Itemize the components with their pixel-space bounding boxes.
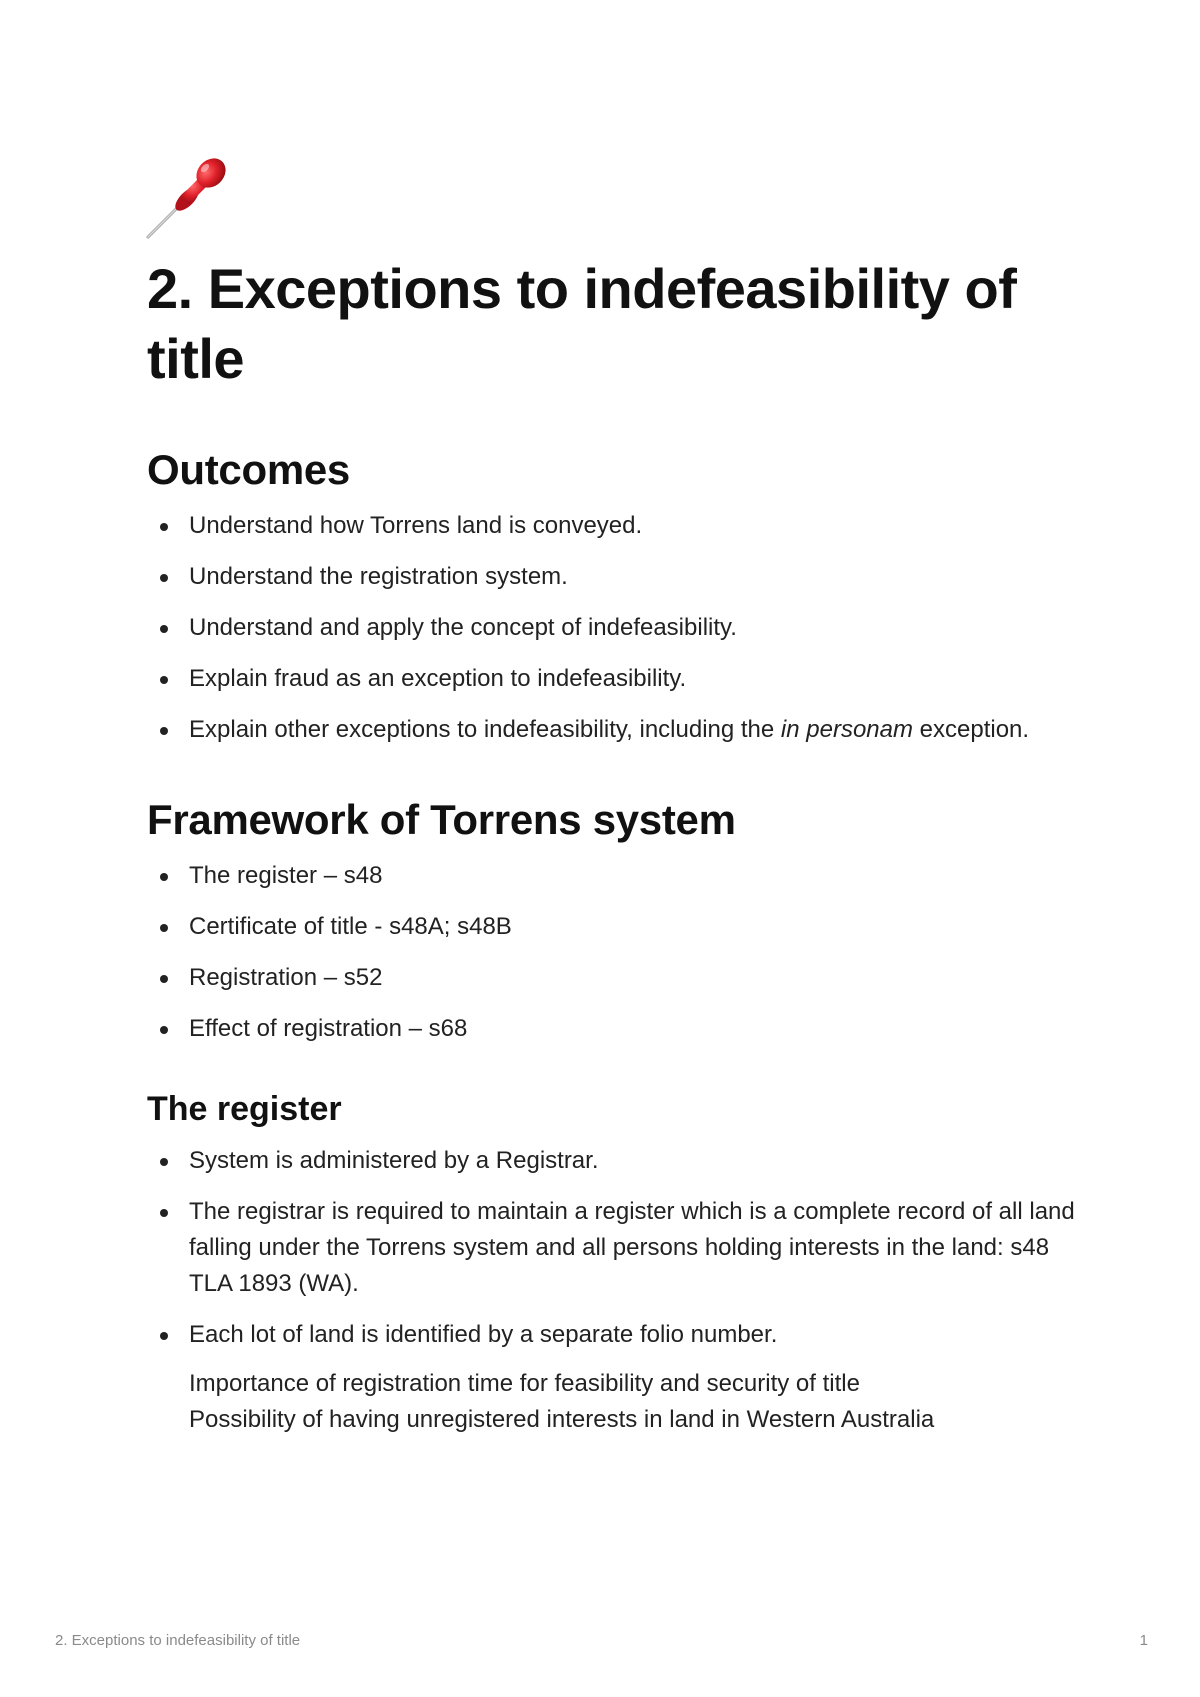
bullet-icon	[160, 924, 168, 932]
bullet-icon	[160, 1026, 168, 1034]
pushpin-icon	[145, 150, 235, 240]
outcomes-section	[147, 444, 1077, 748]
list-item-text: The register – s48	[189, 862, 383, 889]
note-line: Possibility of having unregistered interests in land in Western Australia	[189, 1406, 935, 1433]
list-item	[147, 1143, 1077, 1179]
outcomes-heading: Outcomes	[147, 446, 350, 493]
bullet-icon	[160, 975, 168, 983]
bullet-icon	[160, 625, 168, 633]
list-item-text: Effect of registration – s68	[189, 1015, 468, 1042]
bullet-icon	[160, 727, 168, 735]
note-line: Importance of registration time for feasibility and security of title	[189, 1370, 860, 1397]
bullet-icon	[160, 1332, 168, 1340]
list-item-text: Explain fraud as an exception to indefeasibility.	[189, 665, 687, 692]
register-section	[147, 1087, 1077, 1438]
page-title: 2. Exceptions to indefeasibility of title	[147, 257, 1017, 390]
list-item	[147, 960, 1077, 996]
footer-page-number: 1	[1139, 1632, 1148, 1649]
list-item-text: Understand and apply the concept of indefeasibility.	[189, 614, 737, 641]
list-item	[147, 909, 1077, 945]
list-item-text: Understand how Torrens land is conveyed.	[189, 512, 643, 539]
list-item-text: The registrar is required to maintain a register which is a complete record of all land falling under the Torrens system and all persons holding interests in the land: s48 TLA 1893 (WA).	[189, 1198, 1075, 1297]
list-item	[147, 712, 1077, 748]
list-item	[147, 508, 1077, 544]
register-heading: The register	[147, 1090, 342, 1128]
framework-section	[147, 794, 1077, 1047]
list-item-text-italic: in personam	[780, 716, 913, 743]
outcomes-list	[147, 508, 1077, 748]
document-page	[147, 150, 1077, 1438]
list-item	[147, 661, 1077, 697]
list-item-text: System is administered by a Registrar.	[189, 1147, 599, 1174]
list-item	[147, 610, 1077, 646]
bullet-icon	[160, 1158, 168, 1166]
register-list	[147, 1143, 1077, 1353]
bullet-icon	[160, 873, 168, 881]
framework-list	[147, 858, 1077, 1047]
framework-heading: Framework of Torrens system	[147, 796, 736, 843]
list-item	[147, 1011, 1077, 1047]
list-item-text: Understand the registration system.	[189, 563, 568, 590]
register-notes	[147, 1366, 1077, 1438]
list-item	[147, 1317, 1077, 1353]
bullet-icon	[160, 574, 168, 582]
bullet-icon	[160, 523, 168, 531]
list-item-text: Certificate of title - s48A; s48B	[189, 913, 512, 940]
list-item	[147, 559, 1077, 595]
list-item	[147, 858, 1077, 894]
list-item-text: Each lot of land is identified by a separate folio number.	[189, 1321, 778, 1348]
footer-document-title: 2. Exceptions to indefeasibility of title	[55, 1632, 301, 1649]
bullet-icon	[160, 1209, 168, 1217]
bullet-icon	[160, 676, 168, 684]
list-item-text: Registration – s52	[189, 964, 383, 991]
list-item-text-end: exception.	[913, 716, 1030, 743]
list-item	[147, 1194, 1077, 1302]
list-item-text-start: Explain other exceptions to indefeasibility, including the	[189, 716, 781, 743]
